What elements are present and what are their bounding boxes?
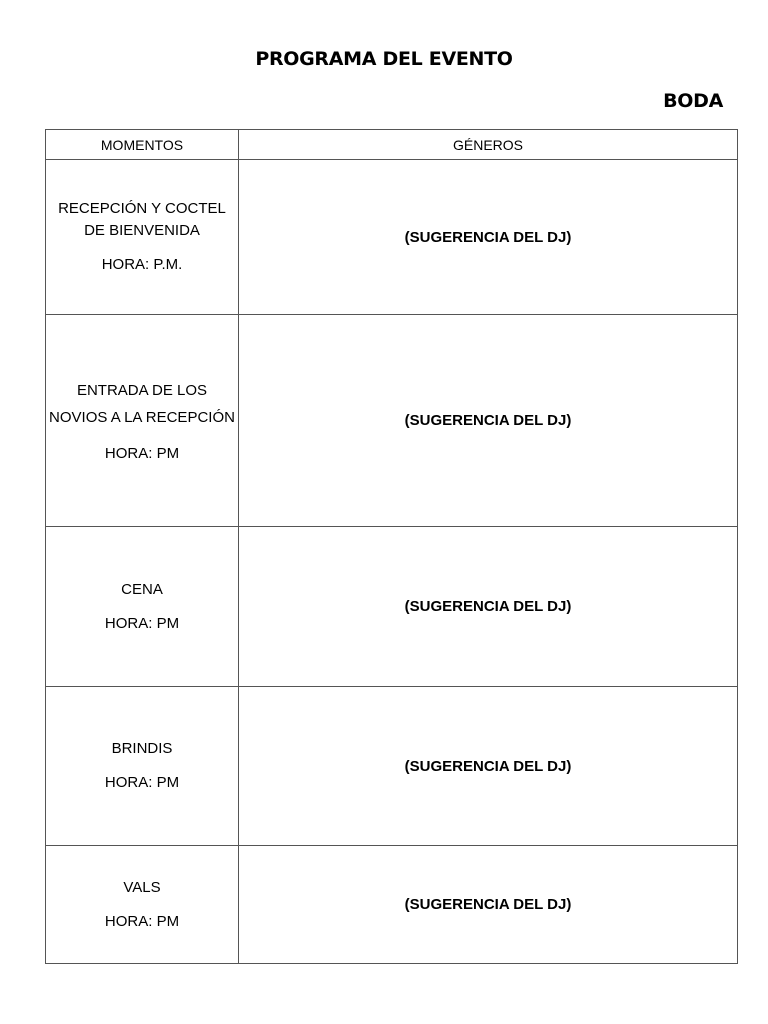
table-header-row <box>46 130 738 160</box>
moment-cell <box>46 527 239 687</box>
genre-cell: (SUGERENCIA DEL DJ) <box>239 160 738 315</box>
moment-cell <box>46 160 239 315</box>
genre-cell: (SUGERENCIA DEL DJ) <box>239 687 738 846</box>
table-row <box>46 846 738 964</box>
moment-time: HORA: PM <box>104 774 180 791</box>
table-row <box>46 160 738 315</box>
table-row <box>46 315 738 527</box>
moment-time: HORA: PM <box>104 912 180 930</box>
moment-time: HORA: PM <box>104 444 180 462</box>
moment-time: HORA: P.M. <box>101 256 183 273</box>
table-row <box>46 527 738 687</box>
document-title: PROGRAMA DEL EVENTO <box>255 48 513 70</box>
moment-cell <box>46 315 239 527</box>
genre-cell: (SUGERENCIA DEL DJ) <box>239 527 738 687</box>
moment-time: HORA: PM <box>104 614 180 632</box>
table-row <box>46 687 738 846</box>
event-program-table <box>45 129 738 964</box>
header-moments: MOMENTOS <box>46 130 239 160</box>
moment-cell <box>46 687 239 846</box>
moment-name: ENTRADA DE LOS NOVIOS A LA RECEPCIÓN <box>49 381 235 426</box>
moment-name: CENA <box>121 580 163 598</box>
genre-cell: (SUGERENCIA DEL DJ) <box>239 846 738 964</box>
moment-name: BRINDIS <box>111 740 173 757</box>
header-genres: GÉNEROS <box>239 130 738 160</box>
moment-name: VALS <box>123 878 161 896</box>
moment-cell <box>46 846 239 964</box>
event-type-label: BODA <box>663 90 723 112</box>
genre-cell: (SUGERENCIA DEL DJ) <box>239 315 738 527</box>
moment-name: RECEPCIÓN Y COCTEL DE BIENVENIDA <box>58 200 226 239</box>
